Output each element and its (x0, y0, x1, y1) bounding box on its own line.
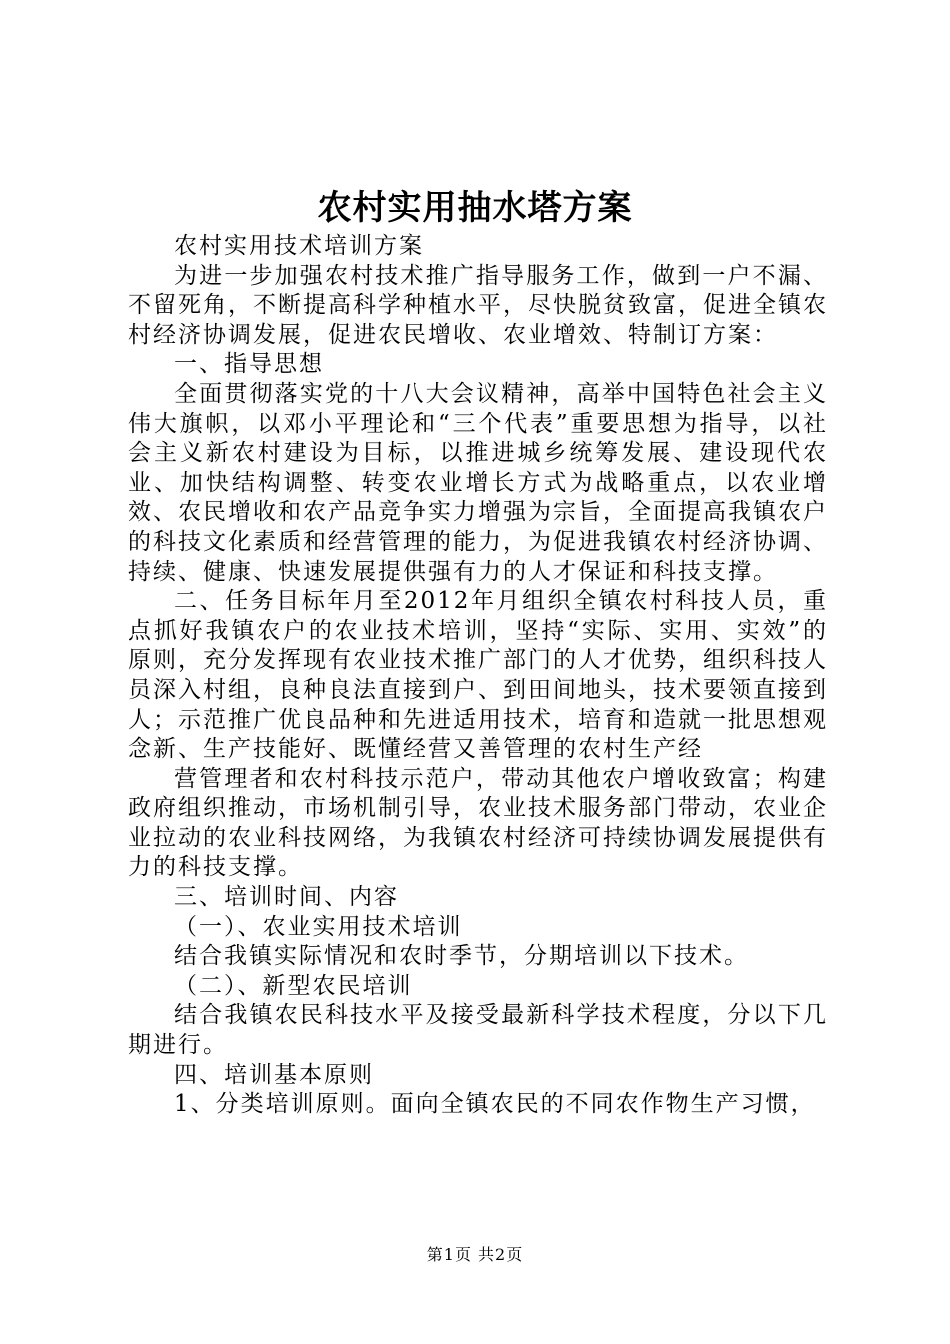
page-footer: 第1页 共2页 (426, 1245, 524, 1264)
section-heading: 一、指导思想 (174, 351, 324, 378)
paragraph: 全面贯彻落实党的十八大会议精神，高举中国特色社会主义伟大旗帜，以邓小平理论和“三个代表”重要思想为指导，以社会主义新农村建设为目标，以推进城乡统筹发展、建设现代农业、加快结构调整、转变农业增长方式为战略重点，以农业增效、农民增收和农产品竞争实力增强为宗旨，全面提高我镇农户的科技文化素质和经营管理的能力，为促进我镇农村经济协调、持续、健康、快速发展提供强有力的人才保证和科技支撑。 (128, 380, 828, 585)
document-title: 农村实用抽水塔方案 (317, 188, 633, 228)
paragraph: 二、任务目标年月至2012年月组织全镇农村科技人员，重点抓好我镇农户的农业技术培训，坚持“实际、实用、实效”的原则，充分发挥现有农业技术推广部门的人才优势，组织科技人员深入村组，良种良法直接到户、到田间地头，技术要领直接到人；示范推广优良品种和先进适用技术，培育和造就一批思想观念新、生产技能好、既懂经营又善管理的农村生产经 (128, 588, 828, 763)
paragraph: 结合我镇农民科技水平及接受最新科学技术程度，分以下几期进行。 (128, 1002, 828, 1059)
section-heading: 四、培训基本原则 (174, 1061, 374, 1088)
document-body (128, 232, 828, 1120)
paragraph: 营管理者和农村科技示范户，带动其他农户增收致富；构建政府组织推动，市场机制引导，农业技术服务部门带动，农业企业拉动的农业科技网络，为我镇农村经济可持续协调发展提供有力的科技支撑。 (128, 765, 828, 881)
subsection-heading: （一）、农业实用技术培训 (174, 913, 463, 940)
section-heading: 三、培训时间、内容 (174, 884, 399, 911)
subsection-heading: （二）、新型农民培训 (174, 972, 413, 999)
paragraph: 结合我镇实际情况和农时季节，分期培训以下技术。 (174, 943, 749, 970)
paragraph: 1、分类培训原则。面向全镇农民的不同农作物生产习惯， (174, 1091, 816, 1118)
paragraph: 为进一步加强农村技术推广指导服务工作，做到一户不漏、不留死角，不断提高科学种植水平，尽快脱贫致富，促进全镇农村经济协调发展，促进农民增收、农业增效、特制订方案： (128, 262, 828, 348)
paragraph: 农村实用技术培训方案 (174, 233, 424, 259)
